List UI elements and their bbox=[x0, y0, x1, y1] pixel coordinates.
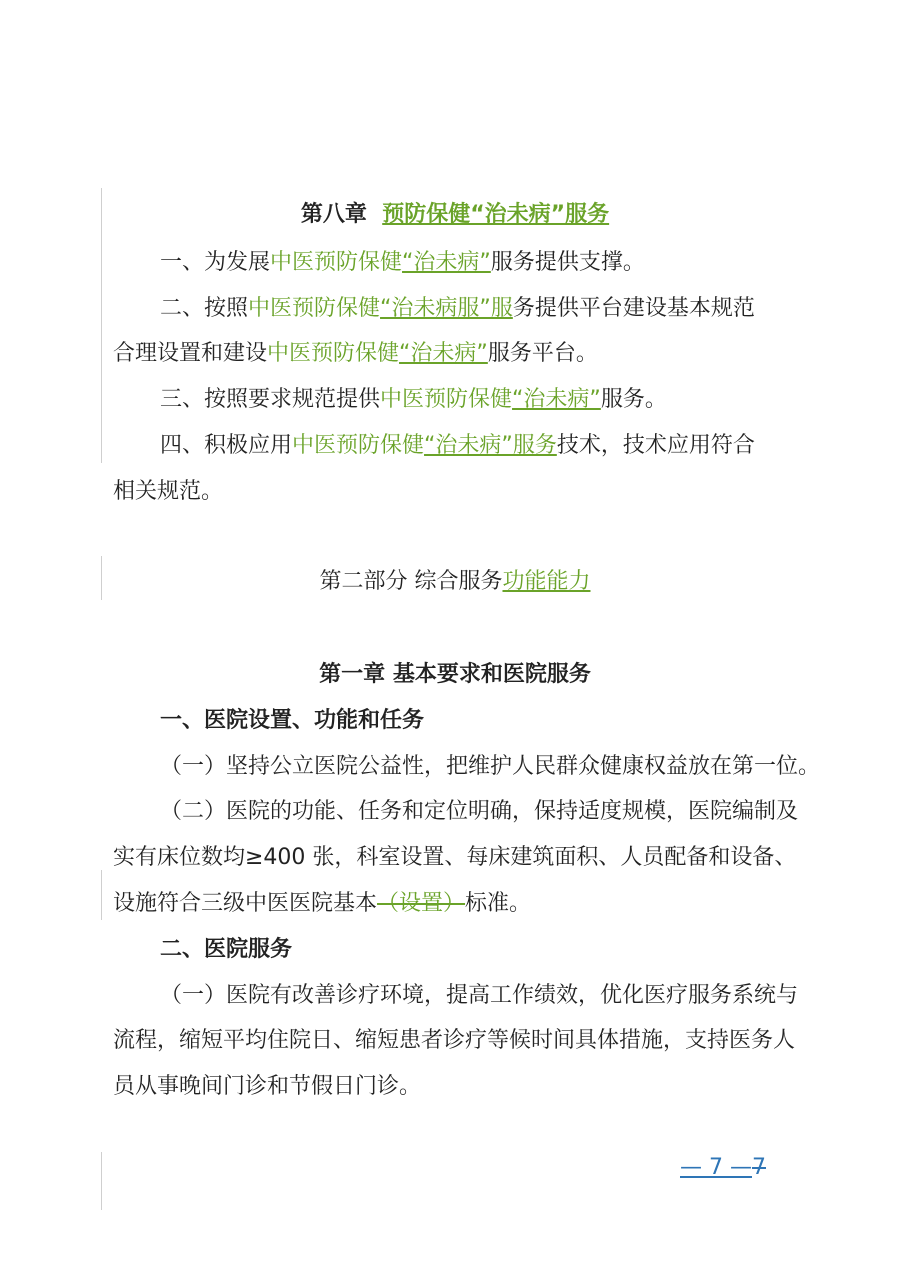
page-number-inserted: — 7 — bbox=[680, 1155, 752, 1180]
part-2-heading: 第二部分 综合服务功能能力 bbox=[319, 569, 591, 594]
paragraph: 三、按照要求规范提供中医预防保健“治未病”服务。 bbox=[160, 387, 667, 412]
section-heading: 二、医院服务 bbox=[160, 937, 293, 962]
paragraph-continuation: 员从事晚间门诊和节假日门诊。 bbox=[113, 1074, 422, 1099]
section-heading: 一、医院设置、功能和任务 bbox=[160, 708, 425, 733]
paragraph: （一）坚持公立医院公益性，把维护人民群众健康权益放在第一位。 bbox=[160, 754, 821, 779]
page-number bbox=[680, 1153, 766, 1183]
chapter-8-heading: 第八章 预防保健“治未病”服务 bbox=[300, 202, 610, 227]
paragraph: 二、按照中医预防保健“治未病服”服务提供平台建设基本规范 bbox=[160, 296, 755, 321]
paragraph: 四、积极应用中医预防保健“治未病”服务技术，技术应用符合 bbox=[160, 433, 755, 458]
paragraph-continuation: 相关规范。 bbox=[113, 479, 224, 504]
inserted-text: “治未病服”服 bbox=[380, 296, 513, 321]
inserted-text: 中医预防保健 bbox=[267, 341, 400, 366]
inserted-text: “治未病” bbox=[402, 250, 491, 275]
inserted-text: 中医预防保健 bbox=[248, 296, 381, 321]
deleted-text: （设置） bbox=[377, 891, 466, 916]
chapter-1-heading: 第一章 基本要求和医院服务 bbox=[319, 662, 591, 687]
paragraph-continuation: 流程，缩短平均住院日、缩短患者诊疗等候时间具体措施，支持医务人 bbox=[113, 1028, 796, 1053]
inserted-text: 预防保健“治未病”服务 bbox=[382, 202, 610, 227]
paragraph: （二）医院的功能、任务和定位明确，保持适度规模，医院编制及 bbox=[160, 799, 799, 824]
inserted-text: “治未病” bbox=[512, 387, 601, 412]
paragraph-continuation: 合理设置和建设中医预防保健“治未病”服务平台。 bbox=[113, 341, 598, 366]
inserted-text: 中医预防保健 bbox=[270, 250, 403, 275]
change-bar bbox=[101, 870, 102, 920]
inserted-text: 中医预防保健 bbox=[380, 387, 513, 412]
paragraph-continuation: 实有床位数均≥400 张，科室设置、每床建筑面积、人员配备和设备、 bbox=[113, 845, 797, 870]
inserted-text: 功能能力 bbox=[502, 569, 591, 594]
inserted-text: “治未病”服务 bbox=[424, 433, 557, 458]
paragraph: 一、为发展中医预防保健“治未病”服务提供支撑。 bbox=[160, 250, 645, 275]
change-bar bbox=[101, 1152, 102, 1210]
inserted-text: “治未病” bbox=[399, 341, 488, 366]
paragraph-continuation: 设施符合三级中医医院基本（设置）标准。 bbox=[113, 891, 532, 916]
inserted-text: 中医预防保健 bbox=[292, 433, 425, 458]
page-number-deleted: 7 bbox=[751, 1155, 766, 1180]
paragraph: （一）医院有改善诊疗环境，提高工作绩效，优化医疗服务系统与 bbox=[160, 983, 799, 1008]
